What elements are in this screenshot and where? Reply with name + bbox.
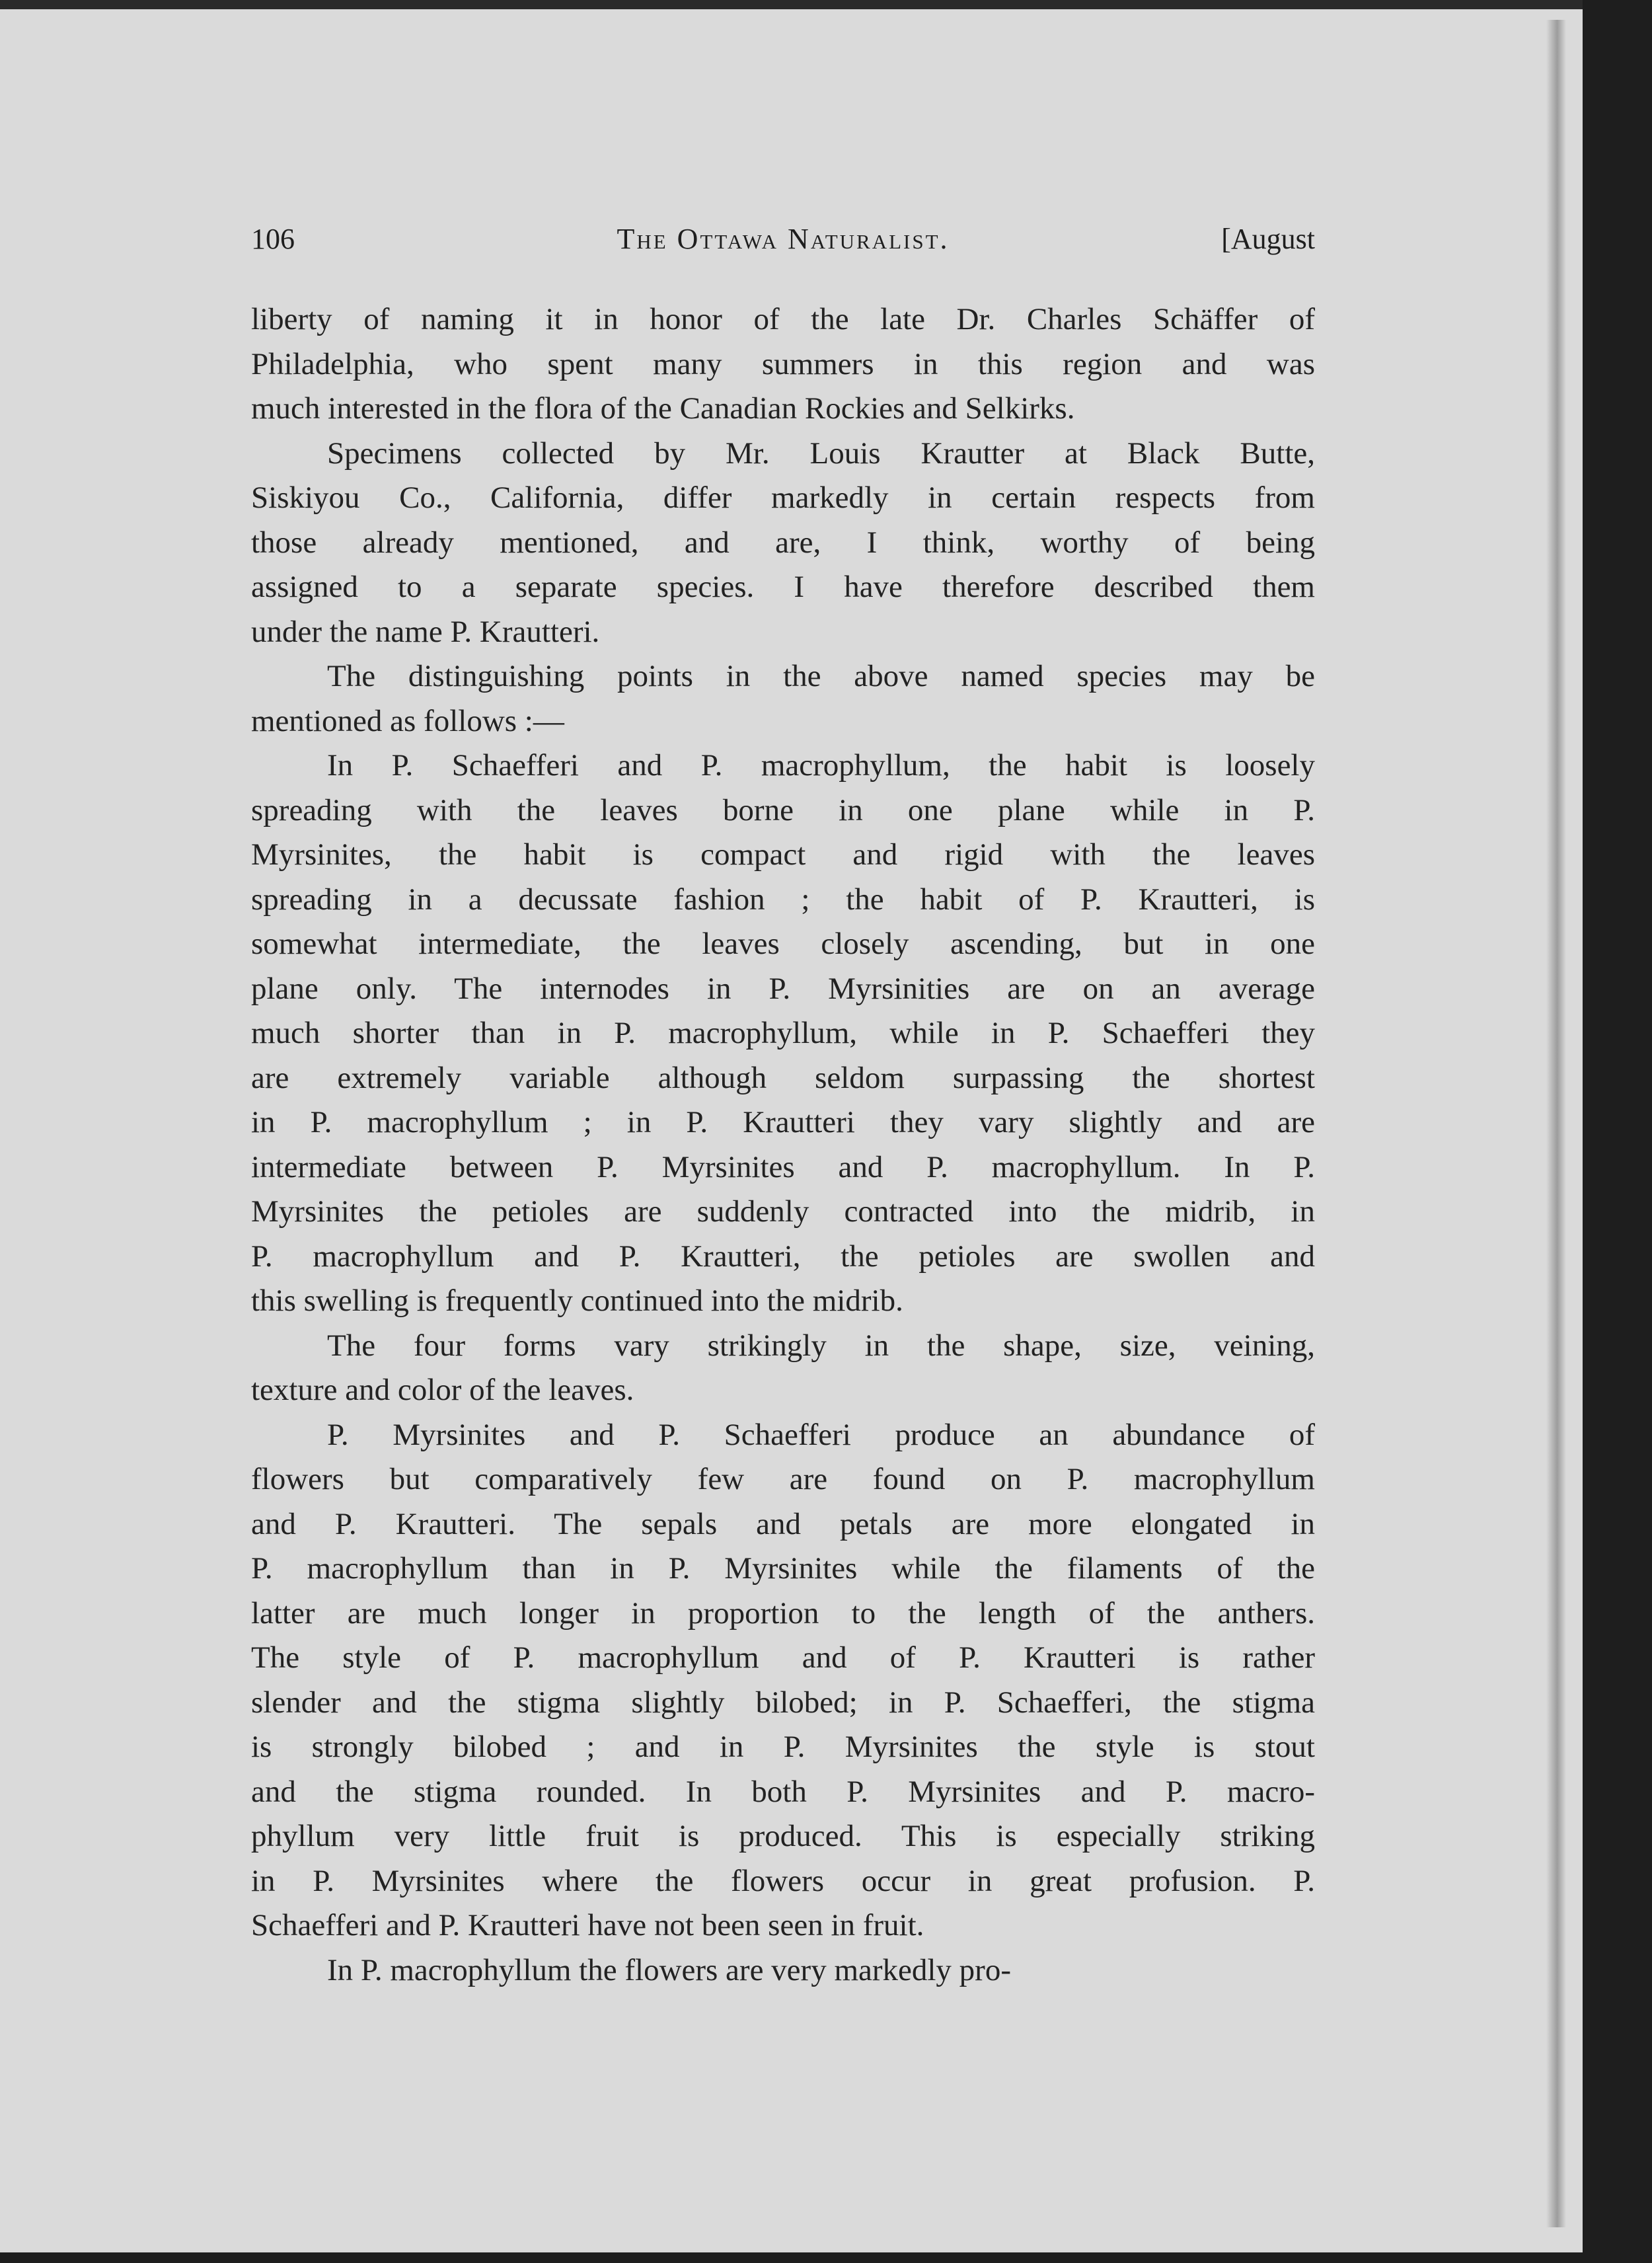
text-line: flowers but comparatively few are found on P. macrophyllum	[251, 1462, 1315, 1496]
text-line: The distinguishing points in the above named species may be	[327, 659, 1315, 693]
scan-right-border	[1583, 0, 1652, 2263]
text-line: are extremely variable although seldom surpassing the shortest	[251, 1060, 1315, 1095]
text-line: much shorter than in P. macrophyllum, while in P. Schaefferi they	[251, 1016, 1315, 1050]
text-line: The four forms vary strikingly in the shape, size, veining,	[327, 1328, 1315, 1363]
text-line: Philadelphia, who spent many summers in this region and was	[251, 346, 1315, 381]
text-line: and the stigma rounded. In both P. Myrsinites and P. macro-	[251, 1774, 1315, 1809]
text-line: Specimens collected by Mr. Louis Krautter at Black Butte,	[327, 436, 1315, 471]
text-line: latter are much longer in proportion to the length of the anthers.	[251, 1595, 1315, 1630]
text-line: in P. Myrsinites where the flowers occur in great profusion. P.	[251, 1863, 1315, 1898]
text-line: phyllum very little fruit is produced. This is especially striking	[251, 1819, 1315, 1853]
text-line: In P. macrophyllum the flowers are very markedly pro-	[327, 1952, 1011, 1987]
text-line: In P. Schaefferi and P. macrophyllum, the habit is loosely	[327, 748, 1315, 783]
text-line: under the name P. Krautteri.	[251, 614, 600, 649]
text-line: P. Myrsinites and P. Schaefferi produce an abundance of	[327, 1417, 1315, 1452]
text-line: intermediate between P. Myrsinites and P. macrophyllum. In P.	[251, 1149, 1315, 1184]
text-line: spreading in a decussate fashion ; the habit of P. Krautteri, is	[251, 882, 1315, 917]
text-line: much interested in the flora of the Canadian Rockies and Selkirks.	[251, 391, 1075, 426]
scan-top-border	[0, 0, 1583, 9]
text-line: Siskiyou Co., California, differ markedly in certain respects from	[251, 480, 1315, 515]
running-title: The Ottawa Naturalist.	[617, 223, 950, 255]
text-line: this swelling is frequently continued into the midrib.	[251, 1284, 903, 1318]
text-line: those already mentioned, and are, I think, worthy of being	[251, 525, 1315, 560]
body-text	[251, 297, 1315, 1993]
text-line: Myrsinites, the habit is compact and rigid with the leaves	[251, 837, 1315, 872]
text-line: The style of P. macrophyllum and of P. Krautteri is rather	[251, 1640, 1315, 1675]
page-number: 106	[251, 223, 295, 255]
text-line: P. macrophyllum than in P. Myrsinites while the filaments of the	[251, 1551, 1315, 1586]
text-line: Myrsinites the petioles are suddenly contracted into the midrib, in	[251, 1194, 1315, 1229]
text-line: mentioned as follows :—	[251, 703, 564, 738]
scan-bottom-border	[0, 2252, 1652, 2263]
text-line: Schaefferi and P. Krautteri have not been seen in fruit.	[251, 1908, 924, 1942]
running-header	[251, 222, 1315, 268]
page-edge-shadow	[1546, 20, 1566, 2227]
header-month: [August	[1221, 223, 1315, 255]
text-line: slender and the stigma slightly bilobed; in P. Schaefferi, the stigma	[251, 1685, 1315, 1720]
text-line: is strongly bilobed ; and in P. Myrsinites the style is stout	[251, 1730, 1315, 1764]
text-line: texture and color of the leaves.	[251, 1373, 634, 1407]
text-line: liberty of naming it in honor of the late Dr. Charles Schäffer of	[251, 302, 1315, 336]
text-line: and P. Krautteri. The sepals and petals are more elongated in	[251, 1506, 1315, 1541]
text-line: in P. macrophyllum ; in P. Krautteri they vary slightly and are	[251, 1105, 1315, 1139]
text-line: assigned to a separate species. I have therefore described them	[251, 570, 1315, 604]
text-line: spreading with the leaves borne in one plane while in P.	[251, 792, 1315, 827]
text-line: plane only. The internodes in P. Myrsinities are on an average	[251, 971, 1315, 1006]
text-line: P. macrophyllum and P. Krautteri, the petioles are swollen and	[251, 1239, 1315, 1274]
text-line: somewhat intermediate, the leaves closely ascending, but in one	[251, 927, 1315, 961]
